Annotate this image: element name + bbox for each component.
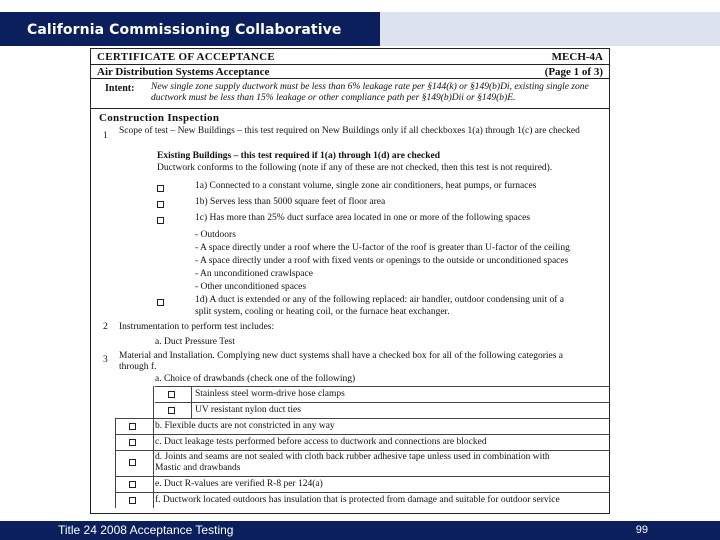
item-3e: e. Duct R-values are verified R-8 per 124(a) xyxy=(155,479,323,489)
item-2-number: 2 xyxy=(103,322,108,332)
header-title: California Commissioning Collaborative xyxy=(27,22,342,38)
space-other: - Other unconditioned spaces xyxy=(195,282,307,292)
item-3-number: 3 xyxy=(103,355,108,365)
heading-divider xyxy=(91,64,609,65)
item-3-line1: Material and Installation. Complying new duct systems shall have a checked box for all of the following categories a xyxy=(119,351,563,361)
item-3-line2: through f. xyxy=(119,362,157,372)
grid-line xyxy=(191,386,192,418)
grid-line xyxy=(153,386,154,508)
system-title: Air Distribution Systems Acceptance xyxy=(97,66,270,78)
grid-line xyxy=(115,450,609,451)
drawband-nylon-ties: UV resistant nylon duct ties xyxy=(195,405,301,415)
drawband-hose-clamps: Stainless steel worm-drive hose clamps xyxy=(195,389,345,399)
item-1-text: Scope of test – New Buildings – this test required on New Buildings only if all checkboxes 1(a) through 1(c) are checked xyxy=(119,126,580,136)
ductwork-conforms-text: Ductwork conforms to the following (note if any of these are not checked, then this test is not required). xyxy=(157,163,553,173)
item-3f: f. Ductwork located outdoors has insulation that is protected from damage and suitable for outdoor service xyxy=(155,495,560,505)
slide-number: 99 xyxy=(635,524,648,536)
checkbox-1c[interactable] xyxy=(157,217,164,224)
grid-line xyxy=(115,492,609,493)
item-2-text: Instrumentation to perform test includes: xyxy=(119,322,275,332)
item-3c: c. Duct leakage tests performed before access to ductwork and connections are blocked xyxy=(155,437,487,447)
item-3a: a. Choice of drawbands (check one of the following) xyxy=(155,374,356,384)
checkbox-3d[interactable] xyxy=(129,459,136,466)
certificate-document xyxy=(90,48,610,514)
option-1d-line1: 1d) A duct is extended or any of the following replaced: air handler, outdoor condensing unit of a xyxy=(195,295,564,305)
space-outdoors: - Outdoors xyxy=(195,230,236,240)
section-title: Construction Inspection xyxy=(99,112,220,124)
intent-label: Intent: xyxy=(105,83,135,94)
item-3d-line1: d. Joints and seams are not sealed with cloth back rubber adhesive tape unless used in combination with xyxy=(155,452,550,462)
grid-line xyxy=(115,418,116,508)
intent-text: New single zone supply ductwork must be less than 6% leakage rate per §144(k) or §149(b)Di, existing single zone ductwork must be less than 15% leakage or other compliance path per §149(b)Dii or §149(b)E. xyxy=(151,82,589,103)
checkbox-3b[interactable] xyxy=(129,423,136,430)
item-1-number: 1 xyxy=(103,131,108,141)
grid-line xyxy=(115,418,609,419)
header-band-light xyxy=(380,12,720,46)
grid-line xyxy=(115,476,609,477)
grid-line xyxy=(115,434,609,435)
certificate-title: CERTIFICATE OF ACCEPTANCE xyxy=(97,51,276,63)
grid-line xyxy=(155,402,609,403)
checkbox-drawband-hose-clamps[interactable] xyxy=(168,391,175,398)
slide-header xyxy=(0,0,720,46)
checkbox-3f[interactable] xyxy=(129,497,136,504)
item-3b: b. Flexible ducts are not constricted in any way xyxy=(155,421,335,431)
item-3d-line2: Mastic and drawbands xyxy=(155,463,241,473)
document-heading xyxy=(91,49,609,79)
checkbox-drawband-nylon-ties[interactable] xyxy=(168,407,175,414)
page-indicator: (Page 1 of 3) xyxy=(544,66,603,78)
option-1d-line2: split system, cooling or heating coil, or the furnace heat exchanger. xyxy=(195,307,450,317)
existing-buildings-heading: Existing Buildings – this test required if 1(a) through 1(d) are checked xyxy=(157,151,441,161)
checkbox-3c[interactable] xyxy=(129,439,136,446)
form-code: MECH-4A xyxy=(551,51,603,63)
space-under-roof-ufactor: - A space directly under a roof where the U-factor of the roof is greater than U-factor of the ceiling xyxy=(195,243,570,253)
grid-line xyxy=(155,386,609,387)
checkbox-1d[interactable] xyxy=(157,299,164,306)
option-1b: 1b) Serves less than 5000 square feet of floor area xyxy=(195,197,386,207)
checkbox-1a[interactable] xyxy=(157,185,164,192)
item-2a: a. Duct Pressure Test xyxy=(155,337,235,347)
footer-title: Title 24 2008 Acceptance Testing xyxy=(58,523,234,537)
option-1a: 1a) Connected to a constant volume, single zone air conditioners, heat pumps, or furnaces xyxy=(195,181,537,191)
checkbox-1b[interactable] xyxy=(157,201,164,208)
space-under-roof-vents: - A space directly under a roof with fixed vents or openings to the outside or unconditioned spaces xyxy=(195,256,569,266)
option-1c: 1c) Has more than 25% duct surface area located in one or more of the following spaces xyxy=(195,213,531,223)
checkbox-3e[interactable] xyxy=(129,481,136,488)
slide-footer xyxy=(0,521,720,540)
space-crawlspace: - An unconditioned crawlspace xyxy=(195,269,313,279)
